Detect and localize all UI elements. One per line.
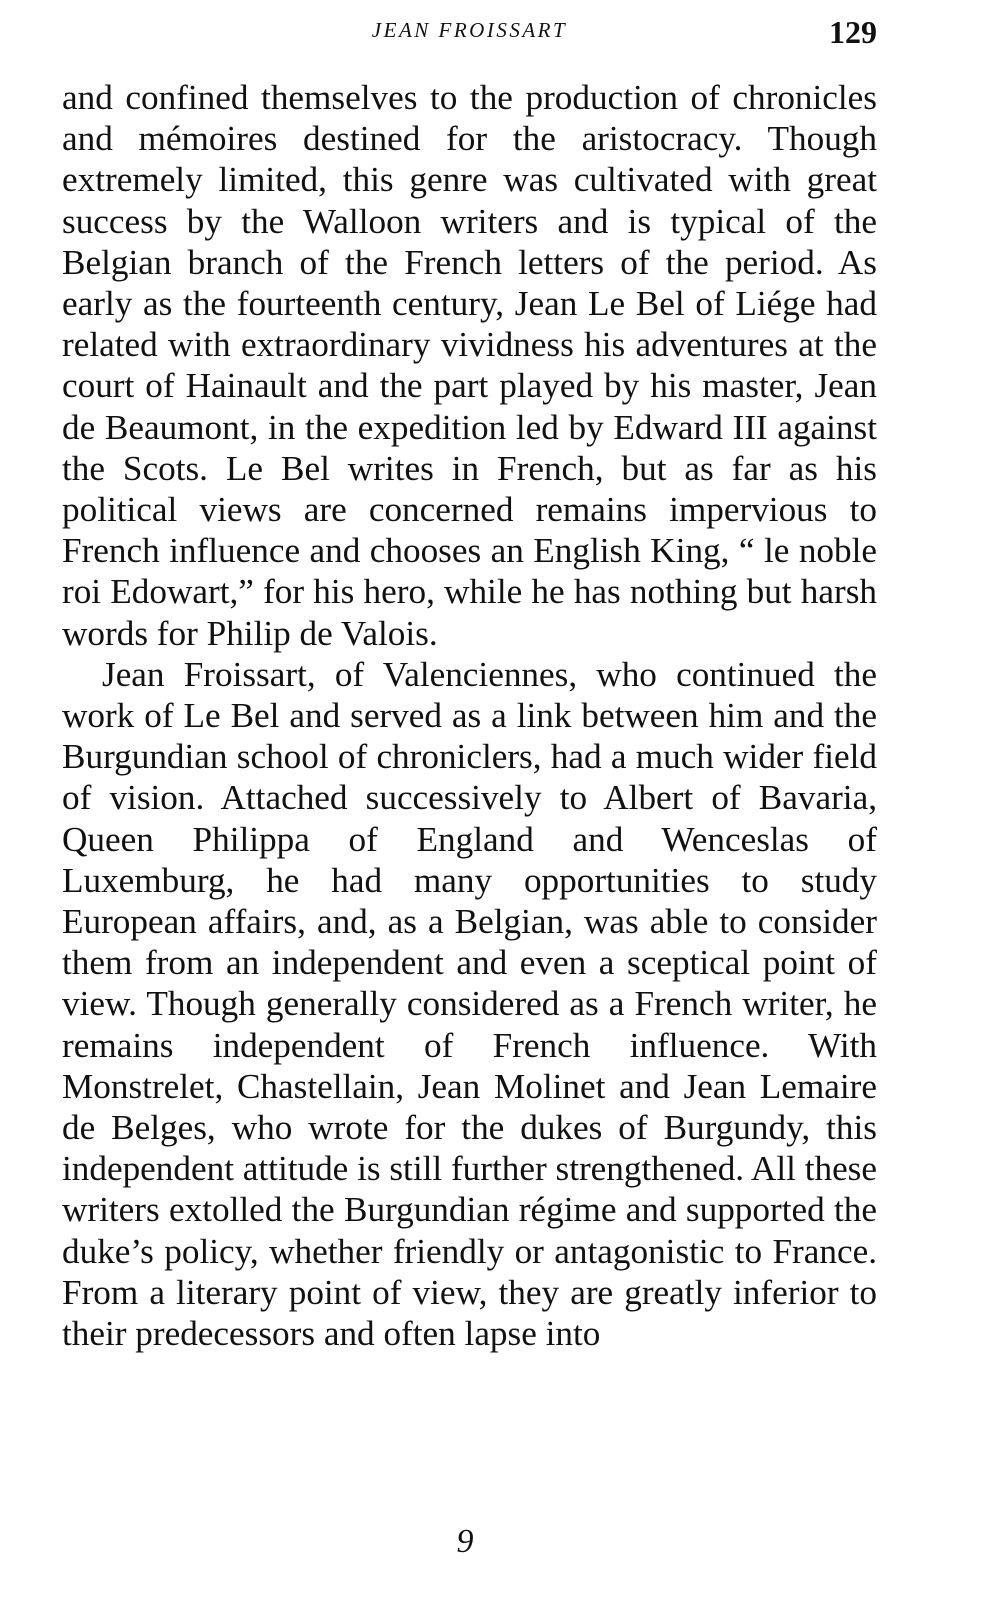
running-title: JEAN FROISSART — [371, 18, 568, 42]
page-number: 129 — [829, 14, 877, 50]
signature-mark: 9 — [456, 1523, 474, 1560]
running-head — [62, 14, 877, 50]
paragraph-continued: and confined themselves to the production of chronicles and mémoires destined for the aristocracy. Though extremely limited, this genre was cultivated with great success by the Walloon writers and is typical of the Belgian branch of the French letters of the period. As early as the fourteenth century, Jean Le Bel of Liége had related with extraordinary vividness his adventures at the court of Hainault and the part played by his master, Jean de Beaumont, in the expedition led by Edward III against the Scots. Le Bel writes in French, but as far as his political views are concerned remains impervious to French influence and chooses an English King, “ le noble roi Edowart,” for his hero, while he has nothing but harsh words for Philip de Valois. — [62, 78, 877, 653]
body-text — [62, 77, 877, 1354]
paragraph-froissart: Jean Froissart, of Valenciennes, who continued the work of Le Bel and served as a link between him and the Burgundian school of chroniclers, had a much wider field of vision. Attached successively to Albert of Bavaria, Queen Philippa of England and Wenceslas of Luxemburg, he had many opportunities to study European affairs, and, as a Belgian, was able to consider them from an independent and even a sceptical point of view. Though generally considered as a French writer, he remains independent of French influence. With Monstrelet, Chastellain, Jean Molinet and Jean Lemaire de Belges, who wrote for the dukes of Burgundy, this independent attitude is still further strengthened. All these writers extolled the Burgundian régime and supported the duke’s policy, whether friendly or antagonistic to France. From a literary point of view, they are greatly inferior to their predecessors and often lapse into — [62, 654, 877, 1354]
